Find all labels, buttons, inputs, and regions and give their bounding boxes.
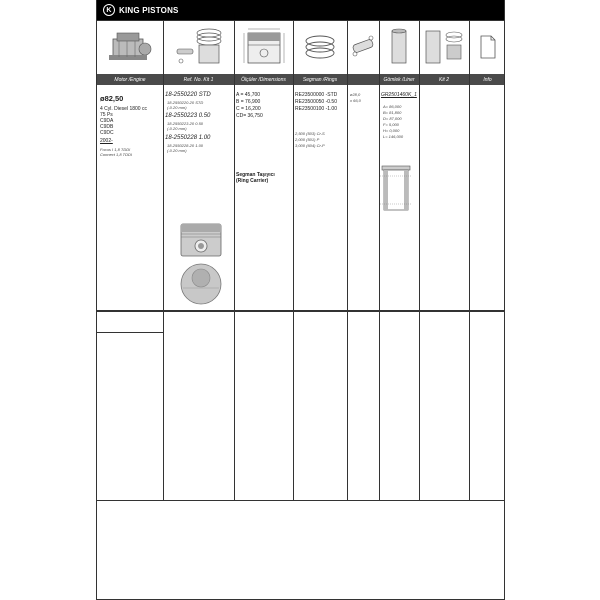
- ring-spec: 2,500 (503) Cr-S: [295, 131, 325, 136]
- dim-value: B = 76,900: [236, 99, 261, 105]
- row-divider: [97, 310, 504, 312]
- ref-sub: 18-2550228-20 1.00: [167, 143, 204, 148]
- king-logo-icon: K: [103, 4, 115, 16]
- liner-spec: H= 0,000: [383, 128, 400, 133]
- ring-spec: 2,000 (501) P: [295, 137, 320, 142]
- ring-code: RE23500100 -1.00: [295, 106, 337, 112]
- pin-length: x 66,0: [350, 98, 361, 103]
- ref-sub: 18-2550223-20 0.50: [167, 121, 204, 126]
- ref-sub: (-0.20 mm): [167, 148, 187, 153]
- pin-diameter: ø28,0: [350, 92, 361, 97]
- engine-spec-2: 75 Ps: [100, 112, 113, 118]
- document-icon: [469, 20, 506, 74]
- catalog-page: [96, 0, 505, 600]
- dim-value: A = 45,700: [236, 92, 261, 98]
- engine-code: C9DB: [100, 124, 114, 130]
- brand-bar: [97, 0, 504, 20]
- piston-side-image: [179, 222, 223, 263]
- liner-kit-icon: [419, 20, 469, 74]
- ring-carrier-label: Segman Taşıyıcı: [236, 172, 275, 178]
- row-divider: [97, 500, 504, 501]
- engine-model: Connect 1,8 TDDI: [100, 152, 133, 157]
- dim-value: CD= 36,750: [236, 113, 263, 119]
- ring-spec: 3,000 (604) Cr-P: [295, 143, 325, 148]
- grid-vline: [469, 20, 470, 500]
- liner-spec: F= 5,000: [383, 122, 399, 127]
- ref-sub: (-0.20 mm): [167, 126, 187, 131]
- ring-code: RE23500000 -STD: [295, 92, 338, 98]
- rings-icon: [293, 20, 347, 74]
- liner-drawing: [380, 164, 412, 219]
- ref-code: 18-2550223 0.50: [165, 113, 211, 119]
- col-motor: Motor /Engine: [114, 76, 146, 83]
- grid-vline: [419, 20, 420, 500]
- liner-code: GR2501460K_1: [381, 92, 417, 98]
- ref-code: 18-2550228 1.00: [165, 135, 211, 141]
- brand-name: KING PISTONS: [119, 5, 179, 15]
- engine-spec-1: 4 Cyl. Diesel 1800 cc: [100, 106, 147, 112]
- engine-model: Focus I 1,8 TDDI: [100, 147, 131, 152]
- liner-icon: [379, 20, 419, 74]
- liner-spec: B= 81,800: [383, 110, 402, 115]
- col-ref: Ref. No. Kit 1: [183, 76, 214, 83]
- engine-icon: [97, 20, 163, 74]
- engine-bore: ø82,50: [100, 94, 124, 103]
- col-dimensions: Ölçüler /Dimensions: [241, 76, 286, 83]
- ref-code: 18-2550220 STD: [165, 92, 211, 98]
- grid-vline: [347, 20, 348, 500]
- liner-spec: A= 86,000: [383, 104, 402, 109]
- ring-code: RE23500050 -0.50: [295, 99, 337, 105]
- ref-sub: (-0.20 mm): [167, 105, 187, 110]
- col-kit2: Kit 2: [438, 76, 449, 83]
- ring-carrier-label-en: (Ring Carrier): [236, 178, 269, 184]
- dimension-drawing-icon: [234, 20, 293, 74]
- liner-spec: D= 87,000: [383, 116, 402, 121]
- liner-spec: L= 146,000: [383, 134, 404, 139]
- piston-kit-icon: [163, 20, 234, 74]
- grid-vline: [379, 20, 380, 500]
- illustration-row: [97, 20, 504, 74]
- piston-top-image: [179, 262, 223, 311]
- pin-icon: [347, 20, 379, 74]
- col-liner: Gömlek /Liner: [383, 76, 415, 83]
- dim-value: C = 16,200: [236, 106, 261, 112]
- col-info: Info: [483, 76, 492, 83]
- grid-vline: [293, 20, 294, 500]
- column-header-row: [97, 74, 504, 85]
- engine-year: 2002-: [100, 138, 113, 144]
- col-pin: [347, 74, 379, 85]
- engine-subrow-line: [97, 332, 163, 333]
- ref-sub: 18-2550220-20 STD: [167, 100, 204, 105]
- engine-code: C9DA: [100, 118, 114, 124]
- grid-vline: [163, 20, 164, 500]
- grid-vline: [234, 20, 235, 500]
- engine-code: C9DC: [100, 130, 114, 136]
- col-rings: Segman /Rings: [302, 76, 338, 83]
- grid-hline: [97, 20, 504, 21]
- brand-logo-block: [103, 4, 179, 16]
